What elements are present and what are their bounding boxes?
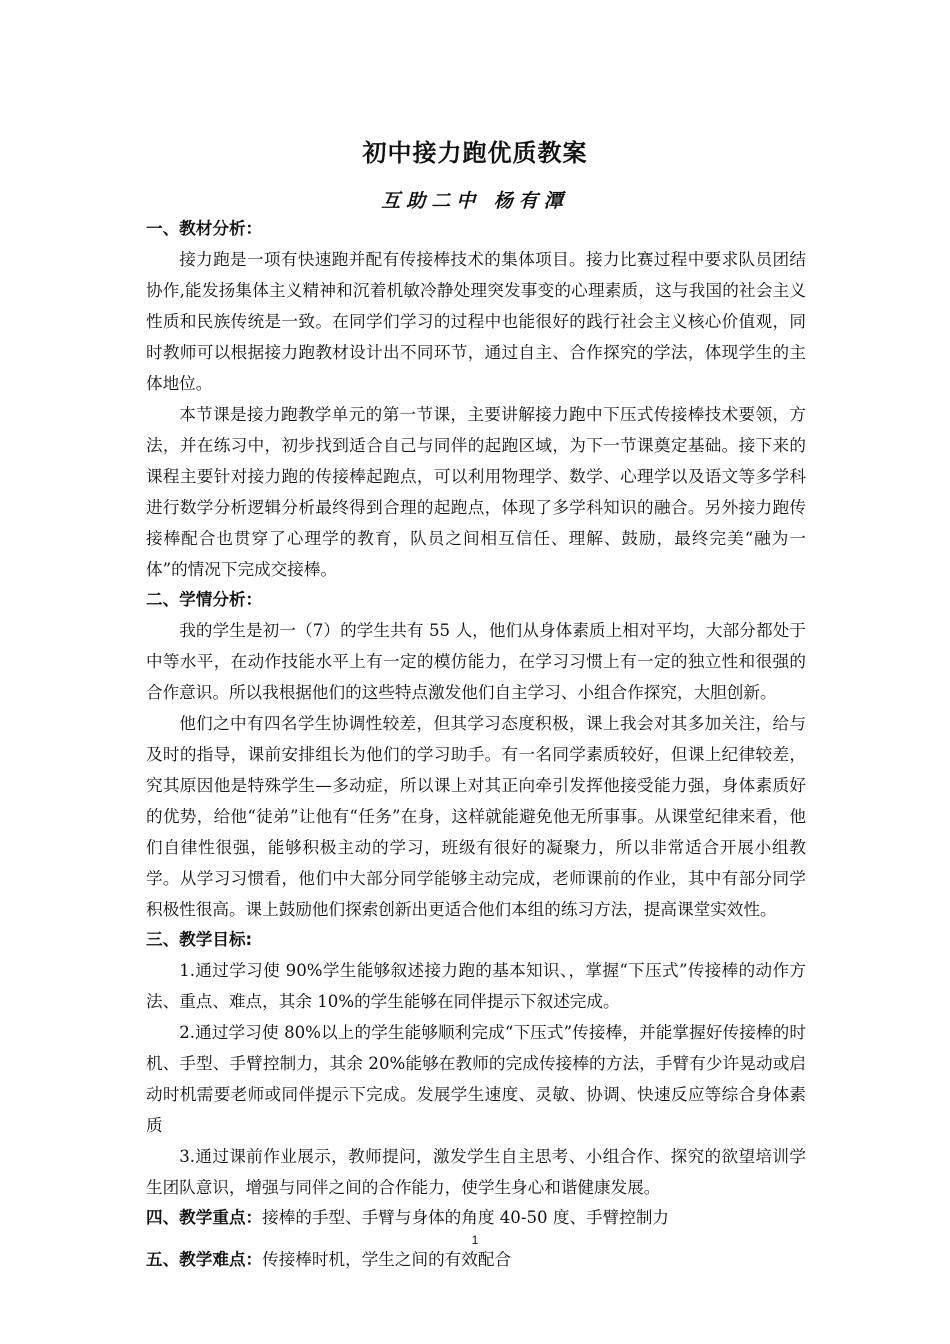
section-text: 接棒的手型、手臂与身体的角度 40-50 度、手臂控制力 (262, 1208, 670, 1227)
section-label: 四、教学重点： (146, 1208, 263, 1227)
page-number: 1 (471, 1233, 479, 1247)
author-line: 互助二中 杨有潭 (381, 190, 569, 212)
document-body (146, 214, 806, 1275)
paragraph: 接力跑是一项有快速跑并配有传接棒技术的集体项目。接力比赛过程中要求队员团结协作,能发扬集体主义精神和沉着机敏冷静处理突发事变的心理素质，这与我国的社会主义性质和民族传统是一致。在同学们学习的过程中也能很好的践行社会主义核心价值观，同时教师可以根据接力跑教材设计出不同环节，通过自主、合作探究的学法，体现学生的主体地位。 (146, 250, 806, 393)
section-text: 传接棒时机，学生之间的有效配合 (262, 1250, 512, 1269)
page-title: 初中接力跑优质教案 (362, 139, 588, 167)
paragraph: 本节课是接力跑教学单元的第一节课，主要讲解接力跑中下压式传接棒技术要领，方法，并在练习中，初步找到适合自己与同伴的起跑区域，为下一节课奠定基础。接下来的课程主要针对接力跑的传接棒起跑点，可以利用物理学、数学、心理学以及语文等多学科进行数学分析逻辑分析最终得到合理的起跑点，体现了多学科知识的融合。另外接力跑传接棒配合也贯穿了心理学的教育，队员之间相互信任、理解、鼓励，最终完美“融为一体”的情况下完成交接棒。 (146, 405, 806, 579)
section-label: 五、教学难点： (146, 1250, 263, 1269)
paragraph: 2.通过学习使 80%以上的学生能够顺利完成“下压式”传接棒，并能掌握好传接棒的时机、手型、手臂控制力，其余 20%能够在教师的完成传接棒的方法，手臂有少许晃动或启动时机需要老师或同伴提示下完成。发展学生速度、灵敏、协调、快速反应等综合身体素质 (146, 1023, 806, 1135)
section-heading-teaching-goals: 三、教学目标: (146, 930, 253, 949)
paragraph: 1.通过学习使 90%学生能够叙述接力跑的基本知识、，掌握“下压式”传接棒的动作方法、重点、难点，其余 10%的学生能够在同伴提示下叙述完成。 (146, 961, 806, 1011)
section-difficulties (146, 1245, 806, 1275)
paragraph: 他们之中有四名学生协调性较差，但其学习态度积极，课上我会对其多加关注，给与及时的指导，课前安排组长为他们的学习助手。有一名同学素质较好，但课上纪律较差，究其原因他是特殊学生—多动症，所以课上对其正向牵引发挥他接受能力强，身体素质好的优势，给他“徒弟”让他有“任务”在身，这样就能避免他无所事事。从课堂纪律来看，他们自律性很强，能够积极主动的学习，班级有很好的凝聚力，所以非常适合开展小组教学。从学习习惯看，他们中大部分同学能够主动完成，老师课前的作业，其中有部分同学积极性很高。课上鼓励他们探索创新出更适合他们本组的练习方法，提高课堂实效性。 (146, 714, 806, 919)
paragraph: 我的学生是初一（7）的学生共有 55 人，他们从身体素质上相对平均，大部分都处于中等水平，在动作技能水平上有一定的模仿能力，在学习习惯上有一定的独立性和很强的合作意识。所以我根据他们的这些特点激发他们自主学习、小组合作探究，大胆创新。 (146, 621, 806, 702)
section-heading-student-analysis: 二、学情分析： (146, 590, 263, 609)
section-key-points (146, 1203, 806, 1233)
paragraph: 3.通过课前作业展示，教师提问，激发学生自主思考、小组合作、探究的欲望培训学生团队意识，增强与同伴之间的合作能力，使学生身心和谐健康发展。 (146, 1147, 806, 1197)
section-heading-textbook-analysis: 一、教材分析： (146, 219, 263, 238)
